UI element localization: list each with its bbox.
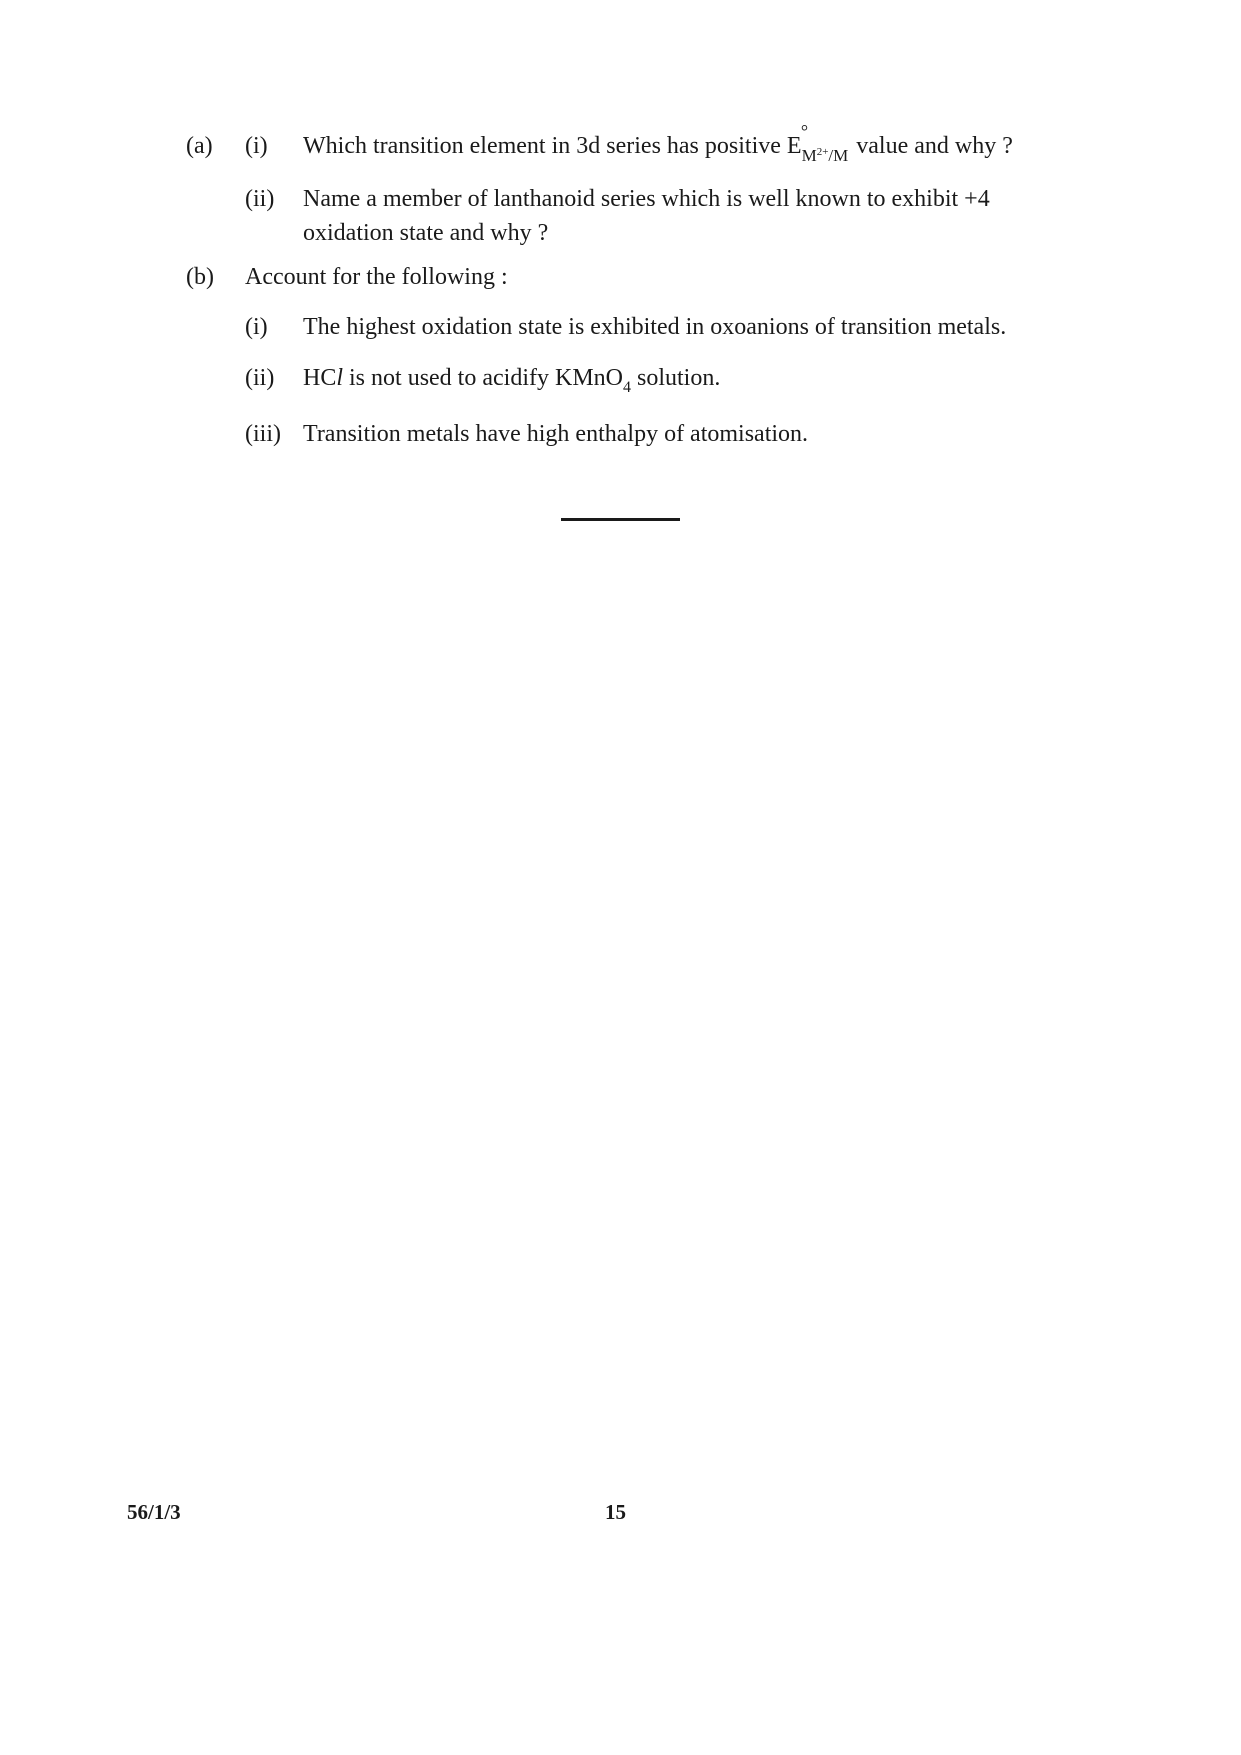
part-a-label: (a) bbox=[186, 133, 213, 159]
part-b-label: (b) bbox=[186, 264, 214, 290]
part-b-i-text: The highest oxidation state is exhibited in oxoanions of transition metals. bbox=[303, 314, 1007, 340]
page-number: 15 bbox=[605, 1500, 626, 1524]
part-b-ii-text bbox=[303, 365, 721, 396]
kmno4-subscript: 4 bbox=[623, 379, 631, 396]
part-b-ii-label: (ii) bbox=[245, 365, 275, 391]
part-a-ii-label: (ii) bbox=[245, 186, 275, 212]
part-a-ii-line1: Name a member of lanthanoid series which is well known to exhibit +4 bbox=[303, 186, 990, 212]
subscript-tail: /M bbox=[828, 146, 849, 165]
hcl-l-italic: l bbox=[336, 365, 344, 391]
part-a-i-text bbox=[303, 121, 1013, 165]
electrode-potential-e: E bbox=[786, 133, 802, 159]
electrode-potential-subscript bbox=[802, 146, 849, 165]
part-a-ii-line2: oxidation state and why ? bbox=[303, 220, 549, 246]
part-b-ii-mid: is not used to acidify KMnO bbox=[343, 365, 623, 391]
electrode-potential-symbol bbox=[786, 121, 849, 165]
part-b-iii-text: Transition metals have high enthalpy of atomisation. bbox=[303, 421, 809, 447]
standard-state-degree: ° bbox=[800, 121, 809, 141]
part-b-intro: Account for the following : bbox=[245, 264, 508, 290]
paper-code: 56/1/3 bbox=[127, 1500, 181, 1524]
end-divider bbox=[561, 518, 680, 521]
part-a-i-text-before: Which transition element in 3d series has positive bbox=[303, 133, 787, 159]
subscript-metal: M bbox=[801, 146, 817, 165]
part-a-i-label: (i) bbox=[245, 133, 268, 159]
hcl-hc: HC bbox=[303, 365, 337, 391]
part-b-iii-label: (iii) bbox=[245, 421, 281, 447]
part-b-ii-end: solution. bbox=[631, 365, 721, 391]
subscript-charge: 2+ bbox=[816, 146, 829, 158]
part-a-i-text-after: value and why ? bbox=[850, 133, 1013, 159]
part-b-i-label: (i) bbox=[245, 314, 268, 340]
